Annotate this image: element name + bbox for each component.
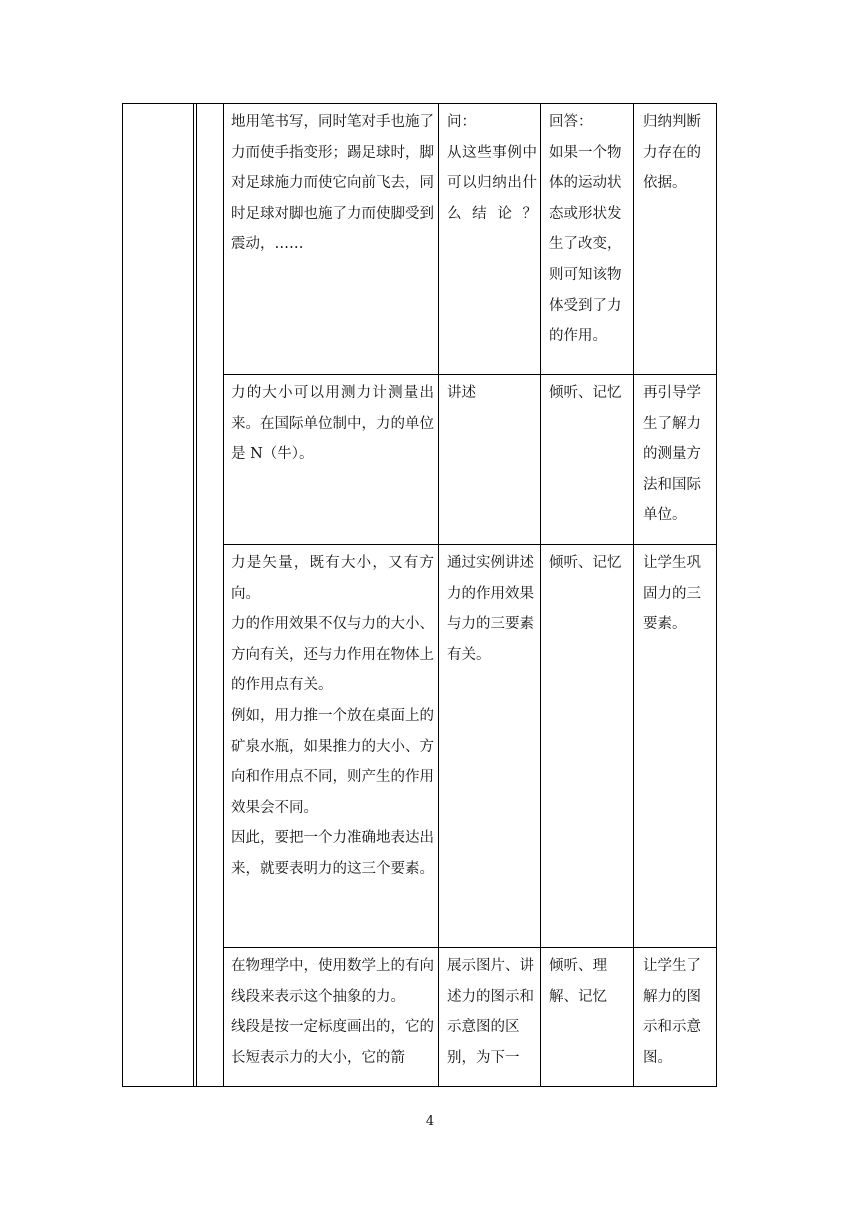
student-activity-line: 如果一个物体的运动状态或形状发生了改变，则可知该物体受到了力的作用。 bbox=[549, 144, 622, 345]
teacher-activity-line: 从这些事例中可以归纳出什么结论？ bbox=[447, 144, 537, 222]
design-purpose-text: 再引导学生了解力的测量方法和国际单位。 bbox=[643, 385, 701, 524]
design-purpose-cell bbox=[634, 104, 716, 374]
content-paragraph: 力的大小可以用测力计测量出来。在国际单位制中，力的单位是 N（牛）。 bbox=[231, 385, 434, 463]
content-cell bbox=[224, 545, 438, 947]
table-border-left bbox=[122, 103, 123, 1086]
content-paragraph: 因此，要把一个力准确地表达出来，就要表明力的这三个要素。 bbox=[231, 830, 434, 877]
teacher-activity-cell bbox=[439, 375, 541, 544]
table-column-divider bbox=[193, 103, 194, 1086]
page-number: 4 bbox=[425, 1114, 435, 1129]
student-activity-cell bbox=[541, 104, 634, 374]
content-paragraph: 力的作用效果不仅与力的大小、方向有关，还与力作用在物体上的作用点有关。 bbox=[231, 616, 434, 694]
teacher-activity-line: 问： bbox=[447, 114, 476, 130]
content-paragraph: 线段是按一定标度画出的，它的长短表示力的大小，它的箭 bbox=[231, 1019, 434, 1066]
content-cell bbox=[224, 375, 438, 544]
student-activity-cell bbox=[541, 948, 634, 1086]
content-cell bbox=[224, 948, 438, 1086]
design-purpose-text: 归纳判断力存在的依据。 bbox=[643, 114, 701, 192]
student-activity-cell bbox=[541, 545, 634, 947]
teacher-activity-line: 展示图片、讲述力的图示和示意图的区别，为下一 bbox=[447, 958, 534, 1066]
teacher-activity-line: 讲述 bbox=[447, 385, 476, 401]
teacher-activity-cell bbox=[439, 948, 541, 1086]
content-cell bbox=[224, 104, 438, 374]
design-purpose-text: 让学生了解力的图示和示意图。 bbox=[643, 958, 701, 1066]
design-purpose-cell bbox=[634, 375, 716, 544]
student-activity-line: 倾听、记忆 bbox=[549, 385, 622, 401]
content-paragraph: 在物理学中，使用数学上的有向线段来表示这个抽象的力。 bbox=[231, 958, 434, 1005]
student-activity-line: 倾听、理解、记忆 bbox=[549, 958, 607, 1005]
teacher-activity-cell bbox=[439, 104, 541, 374]
design-purpose-cell bbox=[634, 545, 716, 947]
teacher-activity-cell bbox=[439, 545, 541, 947]
design-purpose-cell bbox=[634, 948, 716, 1086]
design-purpose-text: 让学生巩固力的三要素。 bbox=[643, 555, 701, 633]
table-border-bottom bbox=[122, 1086, 717, 1087]
content-paragraph: 力是矢量，既有大小，又有方向。 bbox=[231, 555, 434, 602]
student-activity-line: 回答： bbox=[549, 114, 593, 130]
content-paragraph: 地用笔书写，同时笔对手也施了力而使手指变形；踢足球时，脚对足球施力而使它向前飞去，同时足球对脚也施了力而使脚受到震动，…… bbox=[231, 114, 434, 253]
student-activity-line: 倾听、记忆 bbox=[549, 555, 622, 571]
table-column-divider bbox=[196, 103, 197, 1086]
table-border-right bbox=[716, 103, 717, 1086]
content-paragraph: 例如，用力推一个放在桌面上的矿泉水瓶，如果推力的大小、方向和作用点不同，则产生的作用效果会不同。 bbox=[231, 707, 434, 816]
teacher-activity-line: 通过实例讲述力的作用效果与力的三要素有关。 bbox=[447, 555, 534, 663]
student-activity-cell bbox=[541, 375, 634, 544]
